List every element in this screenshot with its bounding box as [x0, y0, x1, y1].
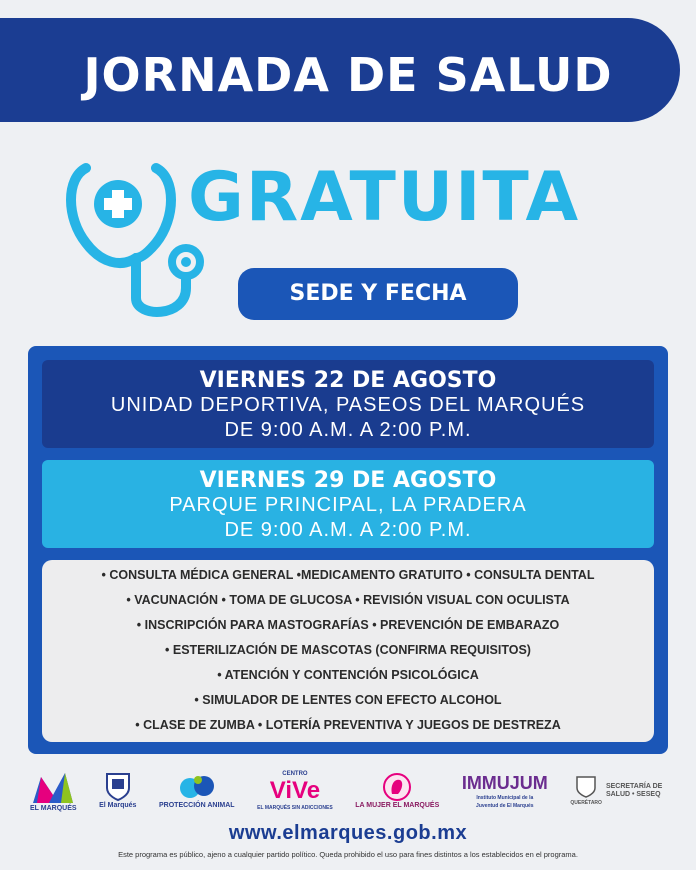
- event-date: VIERNES 29 DE AGOSTO: [199, 468, 497, 493]
- event-date: VIERNES 22 DE AGOSTO: [199, 368, 497, 393]
- event-hours: DE 9:00 A.M. A 2:00 P.M.: [224, 519, 472, 541]
- event-card: [42, 360, 654, 448]
- centro-vive-logo: CENTRO ViVe EL MARQUÉS SIN ADICCIONES: [257, 771, 333, 811]
- service-item: • SIMULADOR DE LENTES CON EFECTO ALCOHOL: [194, 693, 502, 707]
- salud-seseq-logo: QUERÉTARO SECRETARÍA DE SALUD • SESEQ: [570, 761, 666, 821]
- event-hours: DE 9:00 A.M. A 2:00 P.M.: [224, 419, 472, 441]
- service-item: • ESTERILIZACIÓN DE MASCOTAS (CONFIRMA REQUISITOS): [165, 643, 531, 657]
- el-marques-crest-logo: El Marqués: [99, 761, 136, 821]
- subtitle: GRATUITA: [188, 158, 581, 237]
- proteccion-animal-logo: PROTECCIÓN ANIMAL: [159, 761, 235, 821]
- immujum-logo: IMMUJUM Instituto Municipal de la Juventud de El Marqués: [461, 773, 548, 809]
- crest-icon: [105, 772, 131, 802]
- service-item: • ATENCIÓN Y CONTENCIÓN PSICOLÓGICA: [217, 668, 479, 682]
- page-title: JORNADA DE SALUD: [83, 48, 613, 102]
- animal-icon: [178, 772, 216, 802]
- service-item: • VACUNACIÓN • TOMA DE GLUCOSA • REVISIÓN VISUAL CON OCULISTA: [126, 593, 570, 607]
- services-list: [42, 560, 654, 742]
- sponsor-logos: [30, 760, 666, 822]
- event-place: PARQUE PRINCIPAL, LA PRADERA: [169, 494, 527, 516]
- stethoscope-icon: [66, 158, 206, 328]
- event-place: UNIDAD DEPORTIVA, PASEOS DEL MARQUÉS: [110, 394, 586, 416]
- sede-fecha-label: SEDE Y FECHA: [238, 268, 518, 320]
- event-card: [42, 460, 654, 548]
- woman-profile-icon: [382, 772, 412, 802]
- service-item: • CONSULTA MÉDICA GENERAL •MEDICAMENTO GRATUITO • CONSULTA DENTAL: [101, 568, 595, 582]
- el-marques-logo: EL MARQUÉS: [30, 761, 77, 821]
- service-item: • CLASE DE ZUMBA • LOTERÍA PREVENTIVA Y JUEGOS DE DESTREZA: [135, 718, 561, 732]
- website-link[interactable]: www.elmarques.gob.mx: [228, 822, 468, 844]
- queretaro-crest-icon: [575, 775, 597, 799]
- el-marques-mark-icon: [31, 769, 75, 805]
- la-mujer-logo: LA MUJER EL MARQUÉS: [355, 761, 439, 821]
- service-item: • INSCRIPCIÓN PARA MASTOGRAFÍAS • PREVENCIÓN DE EMBARAZO: [136, 618, 560, 632]
- disclaimer: Este programa es público, ajeno a cualquier partido político. Queda prohibido el uso para fines distintos a los establecidos en el programa.: [118, 850, 578, 859]
